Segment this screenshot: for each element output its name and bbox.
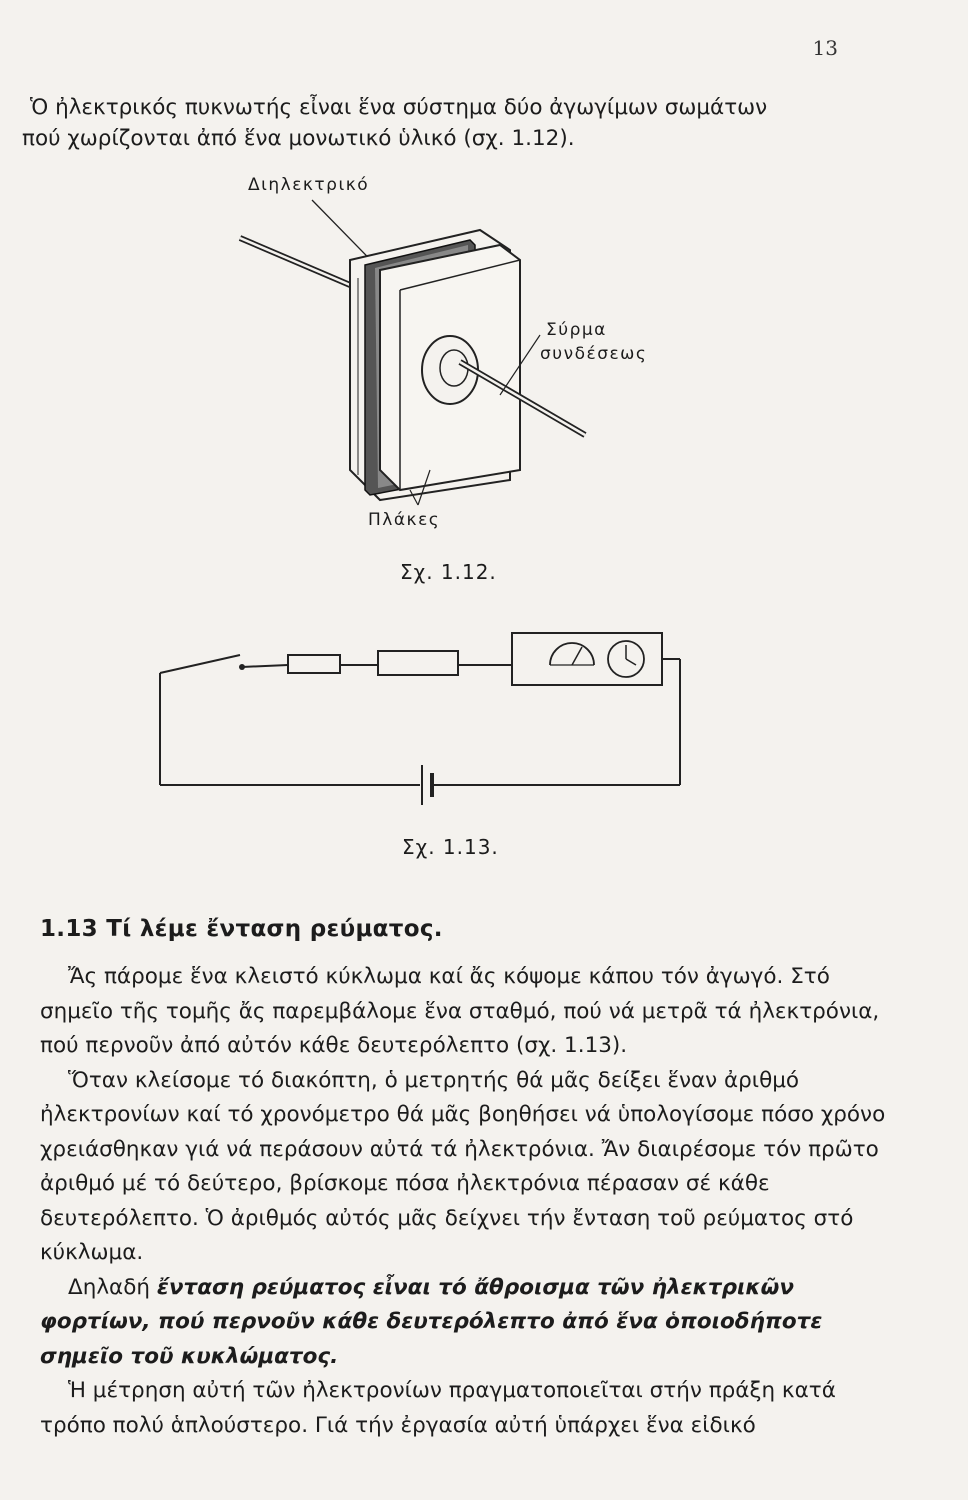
label-plates: Πλάκες [368, 510, 441, 530]
caption-fig-1-12: Σχ. 1.12. [400, 560, 497, 584]
paragraph-4: Ἡ μέτρηση αὐτή τῶν ἠλεκτρονίων πραγματοποιεῖται στήν πράξη κατά τρόπο πολύ ἁπλούστερο. Γιά τήν ἐργασία αὐτή ὑπάρχει ἕνα εἰδικό [40, 1378, 836, 1438]
label-wire-1: Σύρμα [546, 320, 607, 340]
paragraph-2: Ὅταν κλείσομε τό διακόπτη, ὁ μετρητής θά μᾶς δείξει ἕναν ἀριθμό ἠλεκτρονίων καί τό χρονόμετρο θά μᾶς βοηθήσει νά ὑπολογίσομε πόσο χρόνο χρειάσθηκαν γιά νά περάσουν αὐτά τά ἠλεκτρόνια. Ἄν διαιρέσομε τόν πρῶτο ἀριθμό μέ τό δεύτερο, βρίσκομε πόσα ἠλεκτρόνια πέρασαν σέ κάθε δευτερόλεπτο. Ὁ ἀριθμός αὐτός μᾶς δείχνει τήν ἔνταση τοῦ ρεύματος στό κύκλωμα. [40, 1067, 886, 1265]
intro-paragraph [22, 92, 882, 154]
circuit-figure [150, 625, 690, 825]
caption-fig-1-13: Σχ. 1.13. [402, 835, 499, 859]
label-wire-2: συνδέσεως [540, 344, 648, 364]
paragraph-3 [40, 1271, 900, 1375]
page-number: 13 [812, 36, 838, 60]
section-heading: 1.13 Τί λέμε ἔνταση ρεύματος. [40, 916, 443, 942]
paragraph-3-lead: Δηλαδή [68, 1274, 151, 1300]
label-dielectric: Διηλεκτρικό [248, 175, 370, 195]
paragraph-1: Ἄς πάρομε ἕνα κλειστό κύκλωμα καί ἄς κόψομε κάπου τόν ἀγωγό. Στό σημεῖο τῆς τομῆς ἄς παρεμβάλομε ἕνα σταθμό, πού νά μετρᾶ τά ἠλεκτρόνια, πού περνοῦν ἀπό αὐτόν κάθε δευτερόλεπτο (σχ. 1.13). [40, 964, 880, 1058]
intro-line-2: πού χωρίζονται ἀπό ἕνα μονωτικό ὑλικό (σχ. 1.12). [22, 126, 575, 151]
section-body [40, 960, 900, 1443]
definition-emphasis: ἔνταση ρεύματος εἶναι τό ἄθροισμα τῶν ἠλεκτρικῶν φορτίων, πού περνοῦν κάθε δευτερόλεπτο ἀπό ἕνα ὁποιοδήποτε σημεῖο τοῦ κυκλώματος. [40, 1274, 823, 1369]
intro-line-1: Ὁ ἠλεκτρικός πυκνωτής εἶναι ἕνα σύστημα δύο ἀγωγίμων σωμάτων [30, 95, 768, 120]
